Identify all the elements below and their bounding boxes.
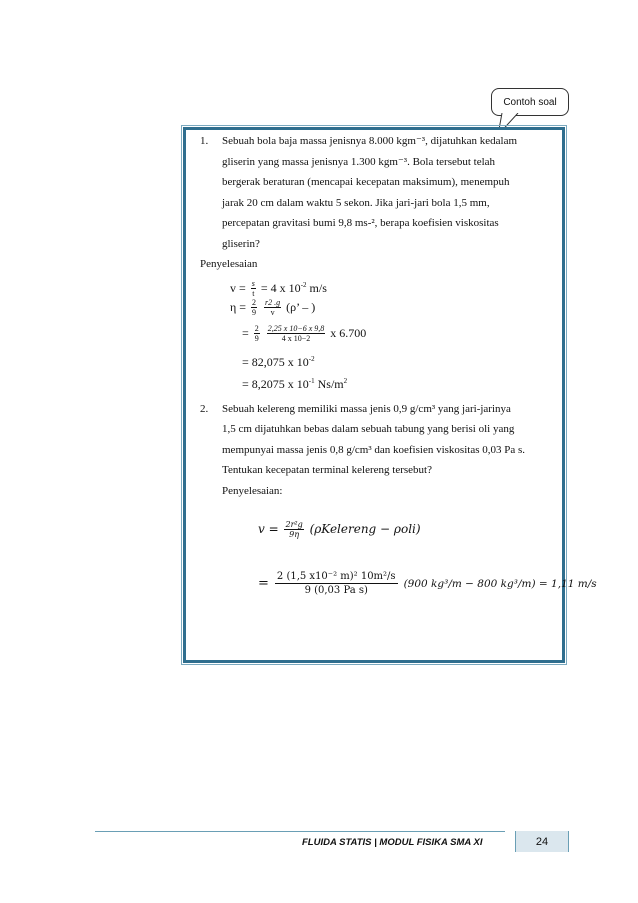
eq-text: = 8,2075 x 10 <box>242 376 309 391</box>
fraction-bottom: t <box>252 289 255 299</box>
equation-velocity <box>200 275 550 297</box>
equation-substitution <box>200 323 550 349</box>
eq-text: v = <box>230 280 246 295</box>
question-2 <box>200 399 550 502</box>
question-2-solution-label: Penyelesaian: <box>222 484 283 497</box>
question-1-line: gliserin? <box>222 237 260 250</box>
fraction-bottom: 4 x 10−2 <box>281 334 311 344</box>
fraction-top: 2 <box>254 324 259 334</box>
equation-eta <box>200 297 550 323</box>
footer-divider <box>95 831 505 832</box>
eq-text: (ρ’ – ) <box>286 299 316 314</box>
fraction-bottom: 9 (0,03 Pa s) <box>304 585 368 596</box>
callout-text: Contoh soal <box>503 96 557 108</box>
question-2-line: mempunyai massa jenis 0,8 g/cm³ dan koefisien viskositas 0,03 Pa s. <box>222 443 526 456</box>
fraction-bottom: 9 <box>252 308 257 318</box>
fraction <box>264 298 281 317</box>
fraction <box>267 324 326 343</box>
eq-text: = 82,075 x 10 <box>242 354 309 369</box>
fraction-top: 2 <box>252 298 257 308</box>
question-1-line: Sebuah bola baja massa jenisnya 8.000 kgm⁻³, dijatuhkan kedalam <box>222 135 518 147</box>
question-1-line: gliserin yang massa jenisnya 1.300 kgm⁻³. Bola tersebut telah <box>222 155 496 168</box>
eq-unit: m/s <box>306 280 327 295</box>
eq-text: x 6.700 <box>330 325 367 340</box>
formula-text: (ρKelereng − ρoli) <box>309 522 421 536</box>
question-1-line: bergerak beraturan (mencapai kecepatan maksimum), menempuh <box>222 176 510 188</box>
eq-exponent: -2 <box>308 354 315 363</box>
eq-text: = 4 x 10 <box>260 280 301 295</box>
callout-label <box>491 88 569 116</box>
eq-exponent: -1 <box>308 376 315 385</box>
fraction <box>251 298 257 317</box>
formula-terminal-velocity <box>258 520 421 539</box>
page-number <box>515 831 569 852</box>
question-2-line: 1,5 cm dijatuhkan bebas dalam sebuah tabung yang berisi oli yang <box>222 423 515 435</box>
formula-text: v = <box>258 522 279 536</box>
eq-text: η = <box>230 299 247 314</box>
eq-exponent: 2 <box>343 376 348 385</box>
question-2-line: Sebuah kelereng memiliki massa jenis 0,9 g/cm³ yang jari-jarinya <box>222 402 511 415</box>
formula-equals: = <box>258 576 269 591</box>
fraction-top: 2,25 x 10−6 x 9,8 <box>267 324 325 334</box>
equation-result-1 <box>200 349 550 371</box>
question-2-number: 2. <box>200 402 209 415</box>
question-1-number: 1. <box>200 135 209 147</box>
question-1 <box>200 131 550 254</box>
page-number-text: 24 <box>535 835 549 848</box>
eq-unit: Ns/m <box>314 376 344 391</box>
fraction-top: s <box>251 279 255 289</box>
question-1-line: jarak 20 cm dalam waktu 5 sekon. Jika jari-jari bola 1,5 mm, <box>222 196 490 209</box>
fraction <box>275 570 398 597</box>
fraction-top: r2 .g <box>265 298 281 308</box>
formula-text: (900 kg³/m − 800 kg³/m) = 1,11 m/s <box>403 577 597 590</box>
equation-result-2 <box>200 371 550 393</box>
question-2-line: Tentukan kecepatan terminal kelereng tersebut? <box>222 464 432 476</box>
fraction-bottom: 9η <box>289 530 300 539</box>
question-1-line: percepatan gravitasi bumi 9,8 ms-², berapa koefisien viskositas <box>222 217 499 229</box>
eq-text: = <box>242 325 249 340</box>
footer-title: FLUIDA STATIS | MODUL FISIKA SMA XI <box>302 837 483 848</box>
fraction <box>251 279 256 298</box>
fraction <box>254 324 260 343</box>
eq-exponent: -2 <box>300 280 307 289</box>
fraction <box>284 520 303 539</box>
formula-substitution <box>258 570 597 597</box>
fraction-top: 2r²g <box>285 520 303 529</box>
solution-label: Penyelesaian <box>200 258 258 270</box>
fraction-bottom: 9 <box>254 334 259 344</box>
fraction-top: 2 (1,5 x10⁻² m)² 10m²/s <box>276 571 396 582</box>
fraction-bottom: v <box>270 308 275 318</box>
example-content <box>200 131 550 501</box>
